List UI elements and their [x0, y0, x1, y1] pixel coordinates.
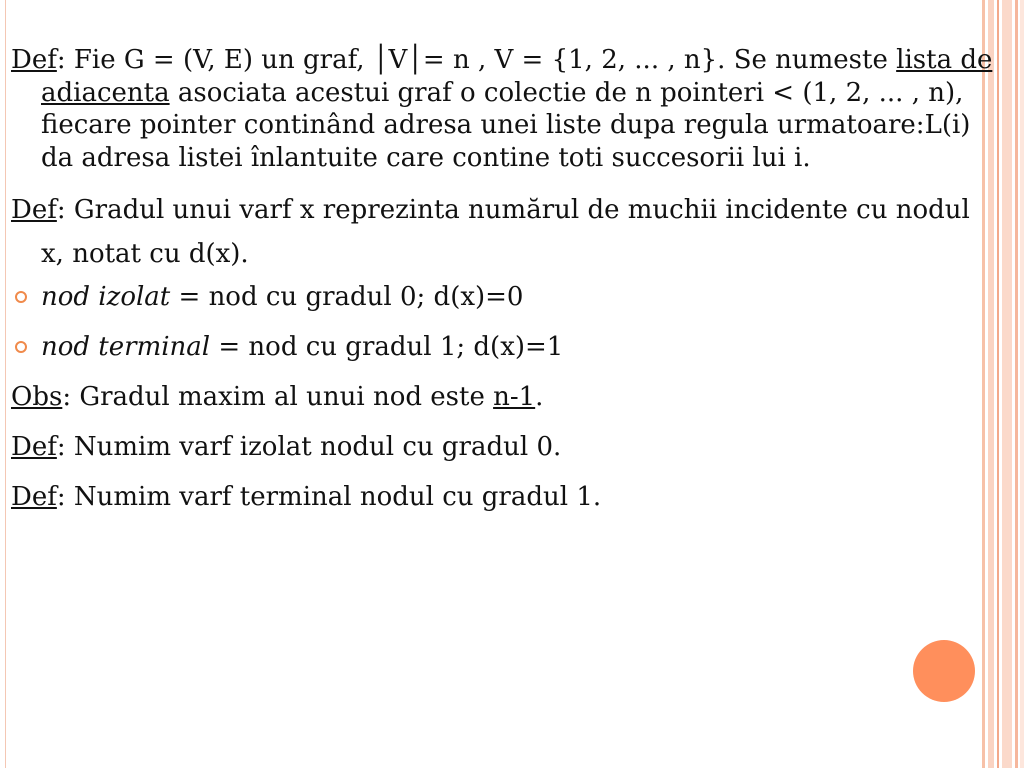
def-label: Def [11, 195, 57, 225]
term-isolated-node: nod izolat [41, 282, 171, 312]
def-label: Def [11, 432, 57, 462]
bullet-terminal-node [11, 332, 1001, 363]
def-text: asociata acestui graf o colectie de n pointeri < (1, 2, ... , n), fiecare pointer continând adresa unei liste dupa regula urmatoare:L(i) da adresa listei înlantuite care contine toti succesorii lui i. [41, 77, 971, 173]
definition-degree [11, 188, 1001, 276]
cardinality-expression: │V│ [372, 45, 423, 75]
obs-label: Obs [11, 382, 63, 412]
hollow-circle-bullet-icon [15, 291, 27, 303]
def-text: : Numim varf izolat nodul cu gradul 0. [56, 432, 562, 462]
decorative-orange-circle [913, 640, 975, 702]
term-terminal-node: nod terminal [41, 332, 211, 362]
decorative-stripe [1015, 0, 1018, 768]
bullet-isolated-node [11, 282, 1001, 313]
obs-text: : Gradul maxim al unui nod este [62, 382, 494, 412]
def-text: : Gradul unui varf x reprezinta numărul de muchii incidente cu nodul x, notat cu d(x). [41, 195, 970, 269]
obs-text: . [535, 382, 544, 412]
left-border-line [5, 0, 6, 768]
definition-terminal-vertex [11, 482, 1001, 513]
definition-isolated-vertex [11, 432, 1001, 463]
bullet-text: = nod cu gradul 0; d(x)=0 [170, 282, 524, 312]
slide-body [11, 44, 1001, 532]
def-text: = n , V = {1, 2, ... , n}. Se numeste [422, 45, 897, 75]
term-adjacency-list: lista de adiacenta [41, 45, 993, 108]
decorative-stripe [1002, 0, 1012, 768]
hollow-circle-bullet-icon [15, 341, 27, 353]
def-text: : Numim varf terminal nodul cu gradul 1. [56, 482, 602, 512]
def-text: : Fie G = (V, E) un graf, [56, 45, 373, 75]
observation-max-degree [11, 382, 1001, 413]
def-label: Def [11, 482, 57, 512]
decorative-stripe [1020, 0, 1024, 768]
max-degree-value: n-1 [493, 382, 536, 412]
bullet-text: = nod cu gradul 1; d(x)=1 [210, 332, 564, 362]
definition-adjacency-list [11, 44, 1001, 174]
def-label: Def [11, 45, 57, 75]
